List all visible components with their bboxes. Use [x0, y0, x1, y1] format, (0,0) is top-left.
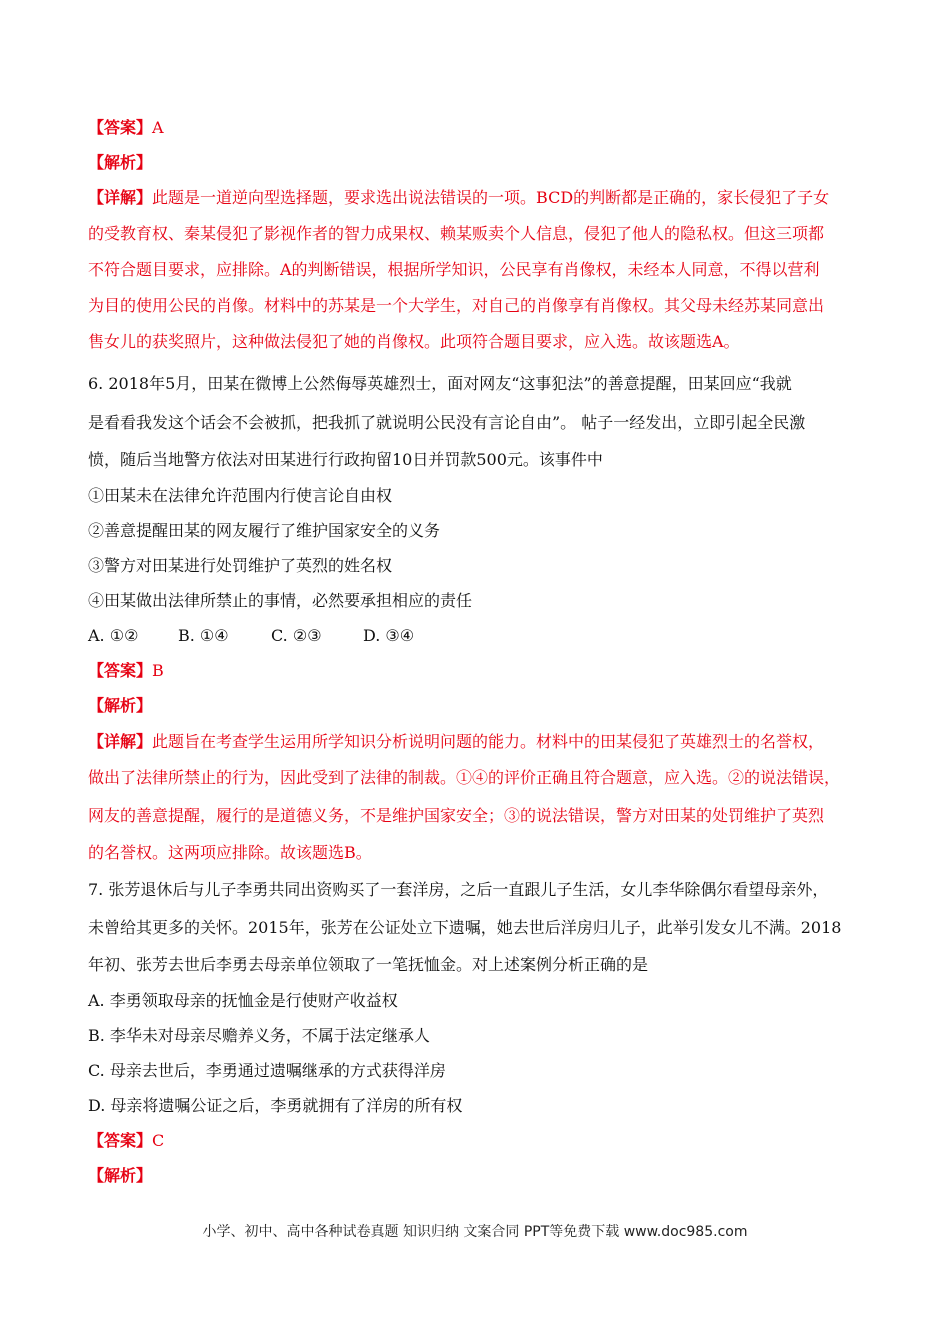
q6-stem-line-2: 是看看我发这个话会不会被抓，把我抓了就说明公民没有言论自由”。 帖子一经发出，立即引起全民激 [88, 413, 806, 432]
q5-detail-line-3: 不符合题目要求，应排除。A的判断错误，根据所学知识，公民享有肖像权，未经本人同意，不得以营利 [88, 260, 820, 279]
q7-answer [88, 1131, 888, 1151]
q7-stem-line-1: 7. 张芳退休后与儿子李勇共同出资购买了一套洋房，之后一直跟儿子生活，女儿李华除偶尔看望母亲外， [88, 880, 829, 899]
q6-statement-4: ④田某做出法律所禁止的事情，必然要承担相应的责任 [88, 591, 473, 610]
q7-option-b: B. 李华未对母亲尽赡养义务，不属于法定继承人 [88, 1026, 430, 1045]
answer-label: 【答案】 [88, 1131, 153, 1150]
q7-option-a: A. 李勇领取母亲的抚恤金是行使财产收益权 [88, 991, 398, 1010]
q5-answer [88, 118, 888, 138]
q7-stem-line-3: 年初、张芳去世后李勇去母亲单位领取了一笔抚恤金。对上述案例分析正确的是 [88, 955, 649, 974]
answer-value: B [152, 661, 164, 680]
q5-detail-line-5: 售女儿的获奖照片，这种做法侵犯了她的肖像权。此项符合题目要求，应入选。故该题选A。 [88, 332, 740, 351]
q6-stem-line-3: 愤，随后当地警方依法对田某进行行政拘留10日并罚款500元。该事件中 [88, 450, 603, 469]
q6-options [88, 626, 888, 646]
q6-statement-2: ②善意提醒田某的网友履行了维护国家安全的义务 [88, 521, 441, 540]
q5-detail-line-1: 【详解】此题是一道逆向型选择题，要求选出说法错误的一项。BCD的判断都是正确的，家长侵犯了子女 [88, 188, 830, 207]
q6-answer [88, 661, 888, 681]
q6-detail-line-4: 的名誉权。这两项应排除。故该题选B。 [88, 843, 372, 862]
detail-label: 【详解】 [88, 188, 153, 207]
q5-detail-line-2: 的受教育权、秦某侵犯了影视作者的智力成果权、赖某贩卖个人信息，侵犯了他人的隐私权。但这三项都 [88, 224, 825, 243]
option-a: A. ①② [88, 626, 139, 645]
q6-stem-line-1: 6. 2018年5月，田某在微博上公然侮辱英雄烈士，面对网友“这事犯法”的善意提醒，田某回应“我就 [88, 374, 792, 393]
answer-value: A [152, 118, 164, 137]
q7-option-d: D. 母亲将遗嘱公证之后，李勇就拥有了洋房的所有权 [88, 1096, 463, 1115]
option-c: C. ②③ [271, 626, 322, 645]
q6-statement-1: ①田某未在法律允许范围内行使言论自由权 [88, 486, 393, 505]
q6-statement-3: ③警方对田某进行处罚维护了英烈的姓名权 [88, 556, 393, 575]
answer-label: 【答案】 [88, 118, 153, 137]
option-b: B. ①④ [178, 626, 229, 645]
q5-analysis-label: 【解析】 [88, 153, 153, 172]
detail-label: 【详解】 [88, 732, 153, 751]
q7-option-c: C. 母亲去世后，李勇通过遗嘱继承的方式获得洋房 [88, 1061, 446, 1080]
option-d: D. ③④ [363, 626, 415, 645]
q7-analysis-label: 【解析】 [88, 1166, 153, 1185]
answer-label: 【答案】 [88, 661, 153, 680]
q6-analysis-label: 【解析】 [88, 696, 153, 715]
q6-detail-line-2: 做出了法律所禁止的行为，因此受到了法律的制裁。①④的评价正确且符合题意，应入选。②的说法错误， [88, 768, 841, 787]
q7-stem-line-2: 未曾给其更多的关怀。2015年，张芳在公证处立下遗嘱，她去世后洋房归儿子，此举引发女儿不满。2018 [88, 918, 842, 937]
answer-value: C [152, 1131, 165, 1150]
q6-detail-line-1: 【详解】此题旨在考查学生运用所学知识分析说明问题的能力。材料中的田某侵犯了英雄烈士的名誉权， [88, 732, 825, 751]
page-footer: 小学、初中、高中各种试卷真题 知识归纳 文案合同 PPT等免费下载 www.doc985.com [202, 1224, 748, 1240]
q6-detail-line-3: 网友的善意提醒，履行的是道德义务，不是维护国家安全；③的说法错误，警方对田某的处罚维护了英烈 [88, 806, 825, 825]
q5-detail-line-4: 为目的使用公民的肖像。材料中的苏某是一个大学生，对自己的肖像享有肖像权。其父母未经苏某同意出 [88, 296, 825, 315]
